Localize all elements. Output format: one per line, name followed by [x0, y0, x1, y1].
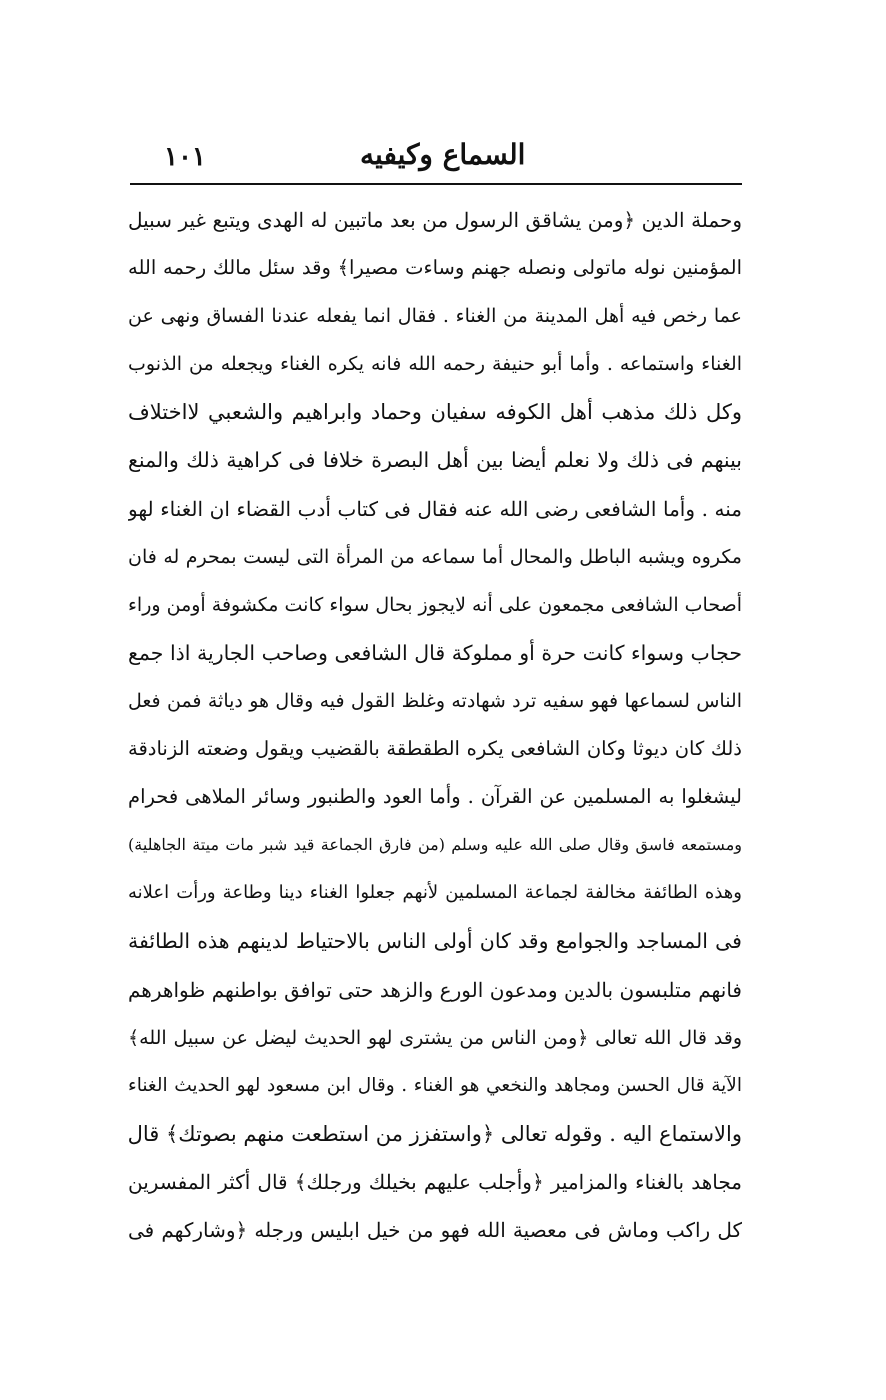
text-line: عما رخص فيه أهل المدينة من الغناء . فقال انما يفعله عندنا الفساق ونهى عن: [128, 305, 742, 328]
text-line: وكل ذلك مذهب أهل الكوفه سفيان وحماد وابراهيم والشعبي لااختلاف: [128, 400, 742, 425]
text-line: فانهم متلبسون بالدين ومدعون الورع والزهد حتى توافق بواطنهم ظواهرهم: [128, 977, 742, 1002]
text-line: المؤمنين نوله ماتولى ونصله جهنم وساءت مصيرا﴾ وقد سئل مالك رحمه الله: [128, 256, 742, 280]
text-line: ذلك كان ديوثا وكان الشافعى يكره الطقطقة بالقضيب ويقول وضعته الزنادقة: [128, 737, 742, 761]
text-line: فى المساجد والجوامع وقد كان أولى الناس بالاحتياط لدينهم هذه الطائفة: [128, 929, 742, 954]
text-line: الغناء واستماعه . وأما أبو حنيفة رحمه الله فانه يكره الغناء ويجعله من الذنوب: [128, 353, 742, 376]
text-line: كل راكب وماش فى معصية الله فهو من خيل ابليس ورجله ﴿وشاركهم فى: [128, 1217, 742, 1242]
text-line: الآية قال الحسن ومجاهد والنخعي هو الغناء . وقال ابن مسعود لهو الحديث الغناء: [128, 1074, 742, 1096]
text-line: ومستمعه فاسق وقال صلى الله عليه وسلم (من فارق الجماعة قيد شبر مات ميتة الجاهلية): [128, 835, 742, 855]
text-line: بينهم فى ذلك ولا نعلم أيضا بين أهل البصرة خلافا فى كراهية ذلك والمنع: [128, 448, 742, 473]
running-title: السماع وكيفيه: [360, 138, 526, 171]
text-line: مجاهد بالغناء والمزامير ﴿وأجلب عليهم بخيلك ورجلك﴾ قال أكثر المفسرين: [128, 1169, 742, 1194]
body-text: [128, 196, 742, 1254]
text-line: أصحاب الشافعى مجمعون على أنه لايجوز بحال سواء كانت مكشوفة أومن وراء: [128, 593, 742, 616]
text-line: منه . وأما الشافعى رضى الله عنه فقال فى كتاب أدب القضاء ان الغناء لهو: [128, 496, 742, 521]
header-divider: [130, 183, 742, 185]
text-line: والاستماع اليه . وقوله تعالى ﴿واستفزز من استطعت منهم بصوتك﴾ قال: [128, 1121, 742, 1146]
text-line: وقد قال الله تعالى ﴿ومن الناس من يشترى لهو الحديث ليضل عن سبيل الله﴾: [128, 1026, 742, 1049]
text-line: الناس لسماعها فهو سفيه ترد شهادته وغلظ القول فيه وقال هو دياثة فمن فعل: [128, 689, 742, 712]
text-line: وهذه الطائفة مخالفة لجماعة المسلمين لأنهم جعلوا الغناء دينا وطاعة ورأت اعلانه: [128, 882, 742, 904]
page-number: ١٠١: [164, 142, 206, 172]
text-line: ليشغلوا به المسلمين عن القرآن . وأما العود والطنبور وسائر الملاهى فحرام: [128, 785, 742, 809]
page-header: [130, 128, 740, 180]
text-line: وحملة الدين ﴿ومن يشاقق الرسول من بعد ماتبين له الهدى ويتبع غير سبيل: [128, 208, 742, 232]
text-line: مكروه ويشبه الباطل والمحال أما سماعه من المرأة التى ليست بمحرم له فان: [128, 545, 742, 568]
text-line: حجاب وسواء كانت حرة أو مملوكة قال الشافعى وصاحب الجارية اذا جمع: [128, 640, 742, 665]
